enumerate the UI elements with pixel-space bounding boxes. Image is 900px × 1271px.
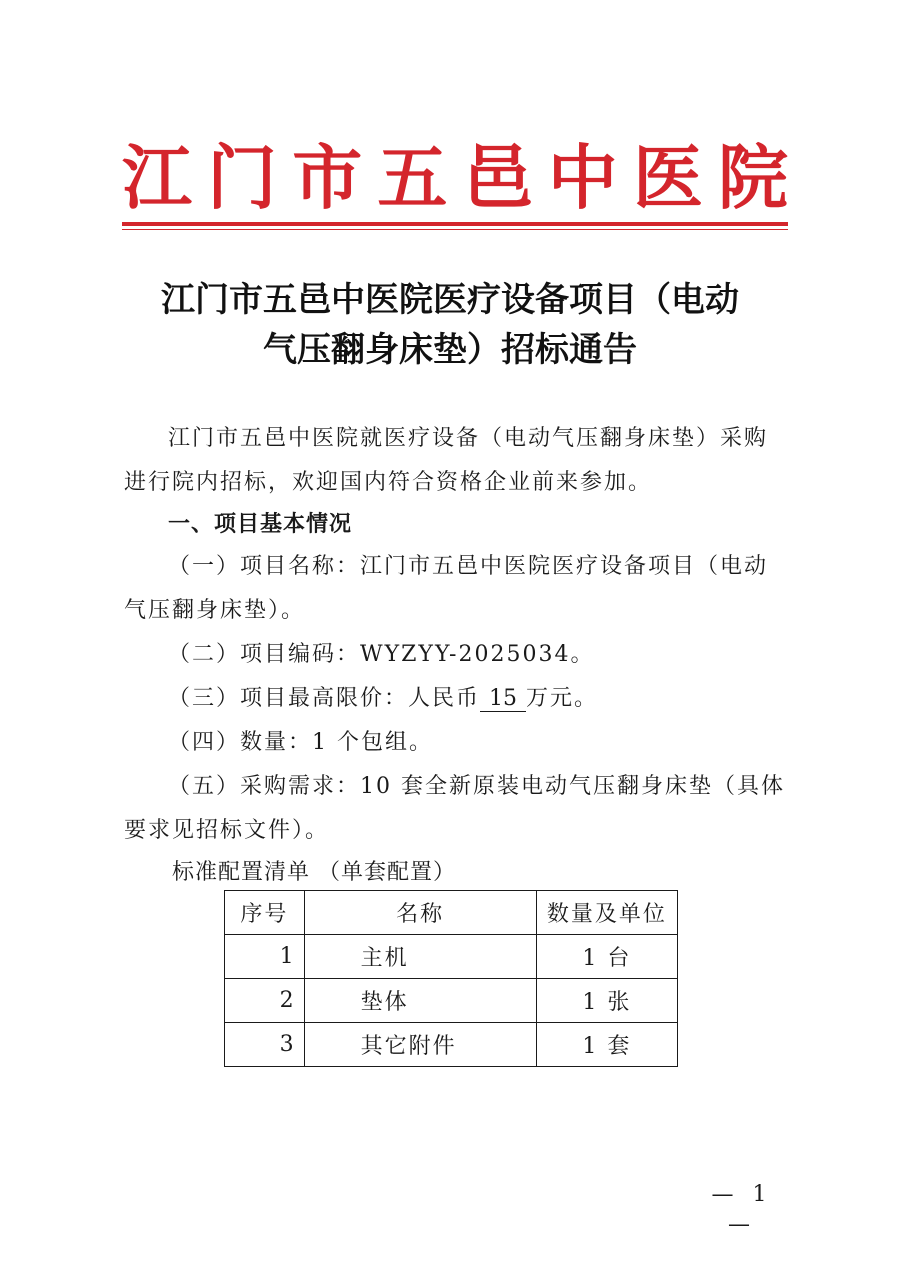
item-project-name-line-2: 气压翻身床垫）。 bbox=[124, 598, 306, 623]
cell-name: 其它附件 bbox=[304, 1023, 536, 1067]
table-header-row bbox=[225, 891, 678, 935]
item-requirements-line-2: 要求见招标文件）。 bbox=[124, 818, 330, 843]
masthead-char: 医 bbox=[632, 136, 703, 219]
masthead-char: 市 bbox=[292, 136, 363, 219]
max-price-value: 15 bbox=[480, 687, 526, 712]
page-number: — 1 — bbox=[711, 1182, 773, 1237]
table-caption: 标准配置清单 （单套配置） bbox=[172, 860, 456, 885]
masthead-char: 门 bbox=[207, 136, 278, 219]
cell-name: 主机 bbox=[304, 935, 536, 979]
section-heading: 一、项目基本情况 bbox=[168, 512, 353, 537]
masthead-divider-thin bbox=[122, 229, 788, 230]
item-requirements-line-1: （五）采购需求：10 套全新原装电动气压翻身床垫（具体 bbox=[168, 774, 785, 799]
table-row bbox=[225, 1023, 678, 1067]
column-header-name: 名称 bbox=[304, 891, 536, 935]
masthead-char: 邑 bbox=[462, 136, 533, 219]
item-project-name-line-1: （一）项目名称：江门市五邑中医院医疗设备项目（电动 bbox=[168, 554, 769, 579]
cell-name: 垫体 bbox=[304, 979, 536, 1023]
masthead-char: 五 bbox=[377, 136, 448, 219]
max-price-suffix: 万元。 bbox=[526, 686, 599, 711]
masthead-char: 江 bbox=[122, 136, 192, 219]
cell-qty: 1 台 bbox=[536, 935, 677, 979]
cell-qty: 1 套 bbox=[536, 1023, 677, 1067]
masthead-divider-thick bbox=[122, 222, 788, 226]
table-row bbox=[225, 979, 678, 1023]
document-title-line-2: 气压翻身床垫）招标通告 bbox=[263, 330, 637, 370]
configuration-table bbox=[224, 890, 678, 1067]
cell-no: 1 bbox=[225, 935, 305, 979]
item-quantity: （四）数量：1 个包组。 bbox=[168, 730, 433, 755]
item-max-price bbox=[168, 684, 784, 714]
masthead-char: 中 bbox=[547, 136, 618, 219]
item-project-code: （二）项目编码：WYZYY-2025034。 bbox=[168, 642, 595, 667]
cell-no: 2 bbox=[225, 979, 305, 1023]
max-price-prefix: （三）项目最高限价：人民币 bbox=[168, 686, 481, 711]
column-header-no: 序号 bbox=[225, 891, 305, 935]
cell-no: 3 bbox=[225, 1023, 305, 1067]
cell-qty: 1 张 bbox=[536, 979, 677, 1023]
table-row bbox=[225, 935, 678, 979]
document-title-line-1: 江门市五邑中医院医疗设备项目（电动 bbox=[161, 280, 739, 320]
intro-line-1: 江门市五邑中医院就医疗设备（电动气压翻身床垫）采购 bbox=[168, 426, 769, 451]
intro-line-2: 进行院内招标，欢迎国内符合资格企业前来参加。 bbox=[124, 470, 653, 495]
masthead-title bbox=[122, 138, 788, 218]
masthead-char: 院 bbox=[717, 136, 788, 219]
column-header-qty: 数量及单位 bbox=[536, 891, 677, 935]
